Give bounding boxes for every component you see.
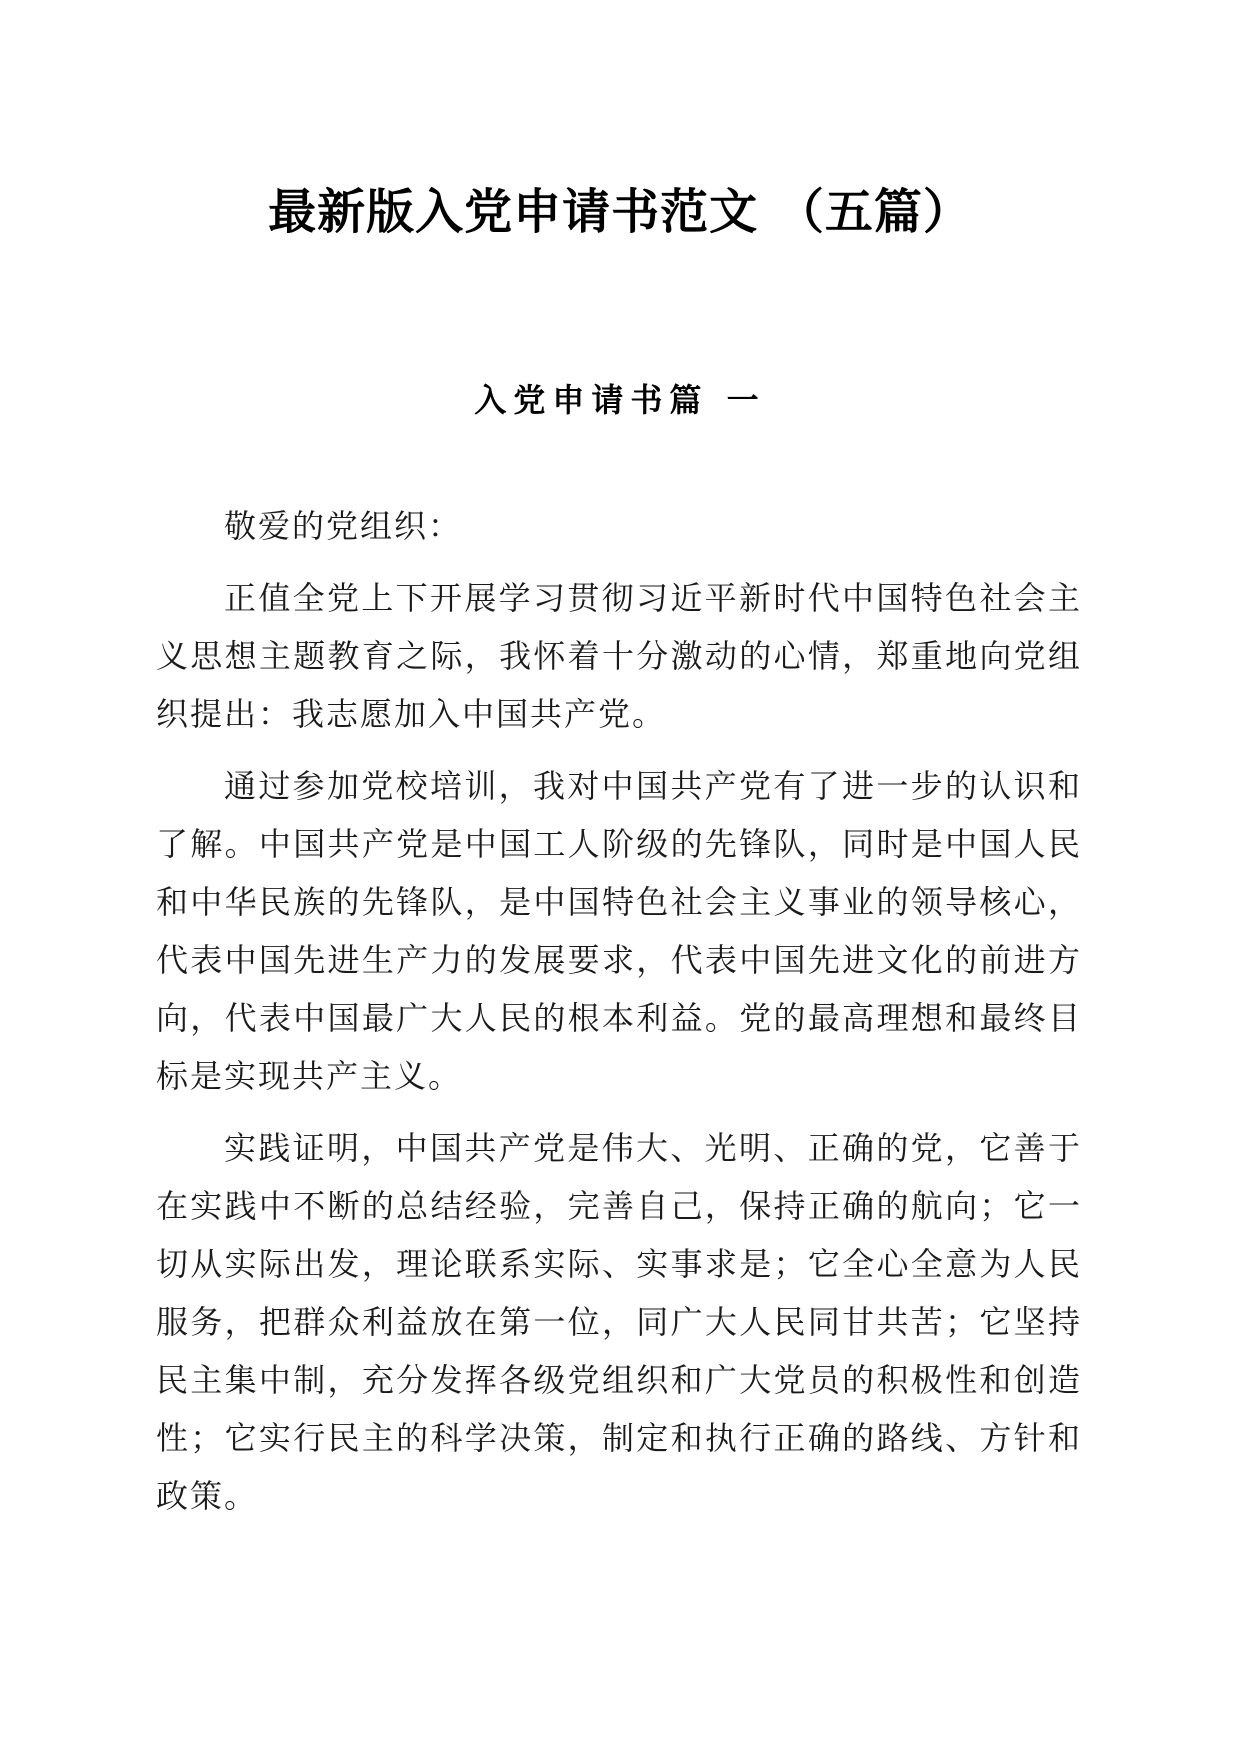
section-heading: 入党申请书篇 一 [474, 381, 766, 419]
document-title: 最新版入党申请书范文 （五篇） [268, 184, 972, 240]
body-paragraph: 正值全党上下开展学习贯彻习近平新时代中国特色社会主义思想主题教育之际，我怀着十分激动的心情，郑重地向党组织提出：我志愿加入中国共产党。 [156, 579, 1082, 733]
document-body [156, 497, 1082, 1539]
body-paragraph: 通过参加党校培训，我对中国共产党有了进一步的认识和了解。中国共产党是中国工人阶级的先锋队，同时是中国人民和中华民族的先锋队，是中国特色社会主义事业的领导核心，代表中国先进生产力的发展要求，代表中国先进文化的前进方向，代表中国最广大人民的根本利益。党的最高理想和最终目标是实现共产主义。 [156, 767, 1082, 1095]
salutation: 敬爱的党组织： [224, 507, 463, 545]
body-paragraph: 实践证明，中国共产党是伟大、光明、正确的党，它善于在实践中不断的总结经验，完善自己，保持正确的航向；它一切从实际出发，理论联系实际、实事求是；它全心全意为人民服务，把群众利益放在第一位，同广大人民同甘共苦；它坚持民主集中制，充分发挥各级党组织和广大党员的积极性和创造性；它实行民主的科学决策，制定和执行正确的路线、方针和政策。 [156, 1129, 1082, 1515]
